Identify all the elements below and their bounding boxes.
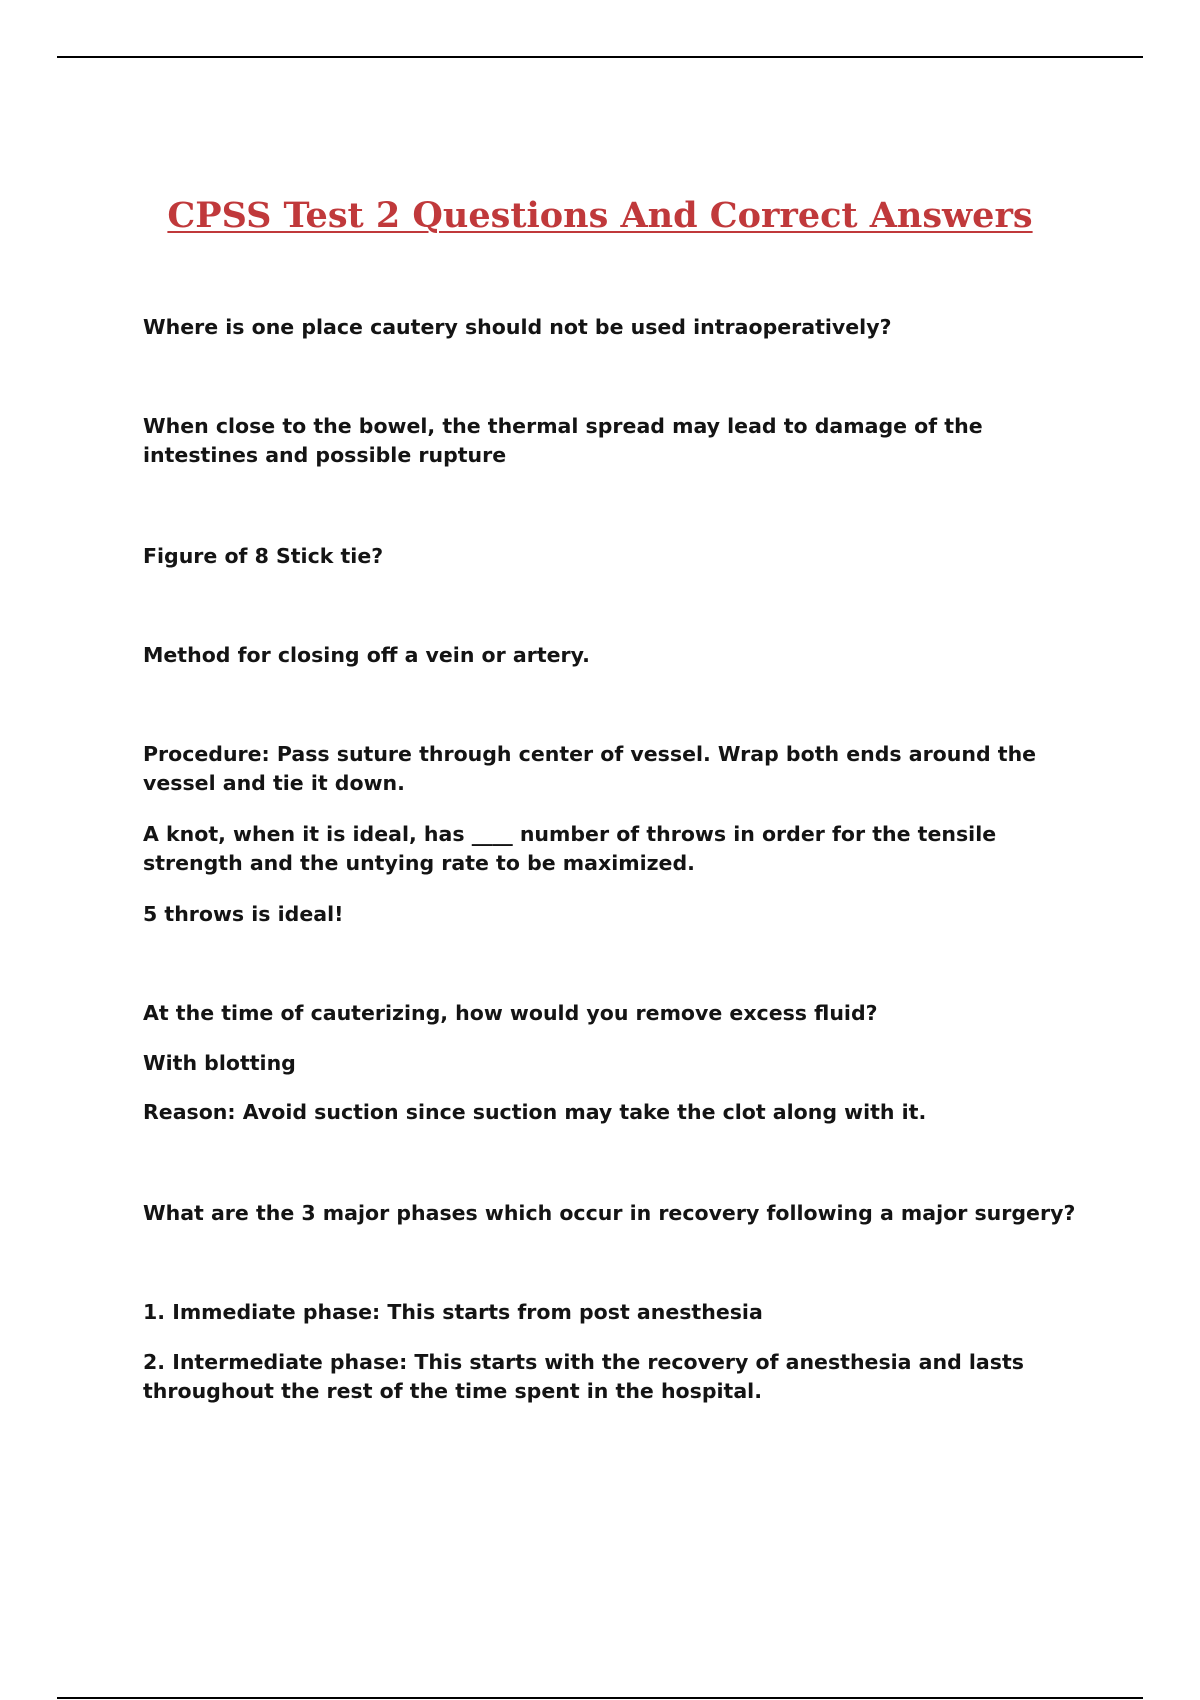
document-title-text: CPSS Test 2 Questions And Correct Answers <box>167 195 1033 236</box>
document-title <box>0 192 1200 240</box>
footer-rule <box>57 1697 1143 1699</box>
answer-blotting: With blotting <box>143 1051 296 1075</box>
answer-figure-8-method: Method for closing off a vein or artery. <box>143 643 590 667</box>
question-remove-excess-fluid: At the time of cauterizing, how would you remove excess fluid? <box>143 1001 878 1025</box>
header-rule <box>57 56 1143 58</box>
answer-cautery-location: When close to the bowel, the thermal spread may lead to damage of the intestines and possible rupture <box>143 414 983 467</box>
question-knot-throws: A knot, when it is ideal, has ____ number of throws in order for the tensile strength and the untying rate to be maximized. <box>143 822 997 875</box>
question-recovery-phases: What are the 3 major phases which occur in recovery following a major surgery? <box>143 1201 1076 1225</box>
answer-figure-8-procedure: Procedure: Pass suture through center of vessel. Wrap both ends around the vessel and tie it down. <box>143 742 1037 795</box>
question-figure-8-stick-tie: Figure of 8 Stick tie? <box>143 544 384 568</box>
answer-immediate-phase: 1. Immediate phase: This starts from post anesthesia <box>143 1300 763 1324</box>
answer-intermediate-phase: 2. Intermediate phase: This starts with the recovery of anesthesia and lasts throughout the rest of the time spent in the hospital. <box>143 1350 1024 1403</box>
answer-knot-throws: 5 throws is ideal! <box>143 902 344 926</box>
question-cautery-location: Where is one place cautery should not be used intraoperatively? <box>143 315 892 339</box>
answer-blotting-reason: Reason: Avoid suction since suction may take the clot along with it. <box>143 1100 927 1124</box>
